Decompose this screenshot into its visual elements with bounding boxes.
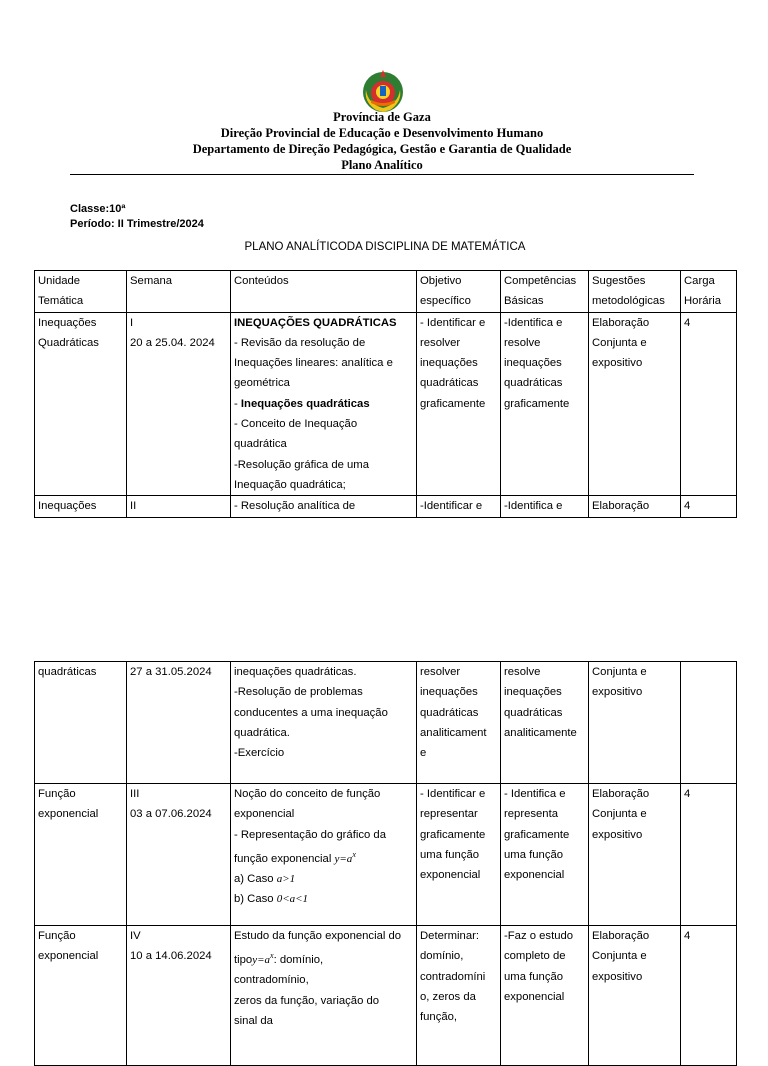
cell-unidade: Inequações Quadráticas: [35, 312, 127, 496]
cell-carga: 4: [681, 926, 737, 1066]
meta-classe: Classe:10ª: [70, 203, 126, 215]
cell-unidade: quadráticas: [35, 662, 127, 784]
cell-conteudos: - Resolução analítica de: [231, 496, 417, 517]
cell-carga: 4: [681, 496, 737, 517]
cell-competencias: -Faz o estudo completo de uma função exponencial: [501, 926, 589, 1066]
header-objetivo: Objetivo específico: [417, 271, 501, 313]
cell-carga: [681, 662, 737, 784]
plan-table-part2: [34, 661, 737, 1066]
coat-of-arms-icon: [358, 68, 408, 114]
header-sugestoes: Sugestões metodológicas: [589, 271, 681, 313]
cell-conteudos: Noção do conceito de função exponencial - Representação do gráfico da função exponencial $y=a^x$ a) Caso a>1 b) Caso 0<a<1: [231, 784, 417, 926]
cell-semana: IV 10 a 14.06.2024: [127, 926, 231, 1066]
cell-sugestoes: Conjunta e expositivo: [589, 662, 681, 784]
cell-carga: 4: [681, 784, 737, 926]
cell-carga: 4: [681, 312, 737, 496]
header-divider: [70, 174, 694, 175]
cell-objetivo: Determinar: domínio, contradomíni o, zeros da função,: [417, 926, 501, 1066]
cell-sugestoes: Elaboração Conjunta e expositivo: [589, 784, 681, 926]
cell-unidade: Função exponencial: [35, 926, 127, 1066]
table-row: [35, 662, 737, 784]
cell-objetivo: -Identificar e: [417, 496, 501, 517]
table-row: [35, 496, 737, 517]
cell-unidade: Inequações: [35, 496, 127, 517]
cell-competencias: -Identifica e resolve inequações quadráticas graficamente: [501, 312, 589, 496]
cell-competencias: - Identifica e representa graficamente uma função exponencial: [501, 784, 589, 926]
header-semana: Semana: [127, 271, 231, 313]
table-header-row: [35, 271, 737, 313]
cell-sugestoes: Elaboração Conjunta e expositivo: [589, 926, 681, 1066]
cell-semana: II: [127, 496, 231, 517]
cell-sugestoes: Elaboração: [589, 496, 681, 517]
cell-semana: III 03 a 07.06.2024: [127, 784, 231, 926]
header-directorate: Direção Provincial de Educação e Desenvolvimento Humano: [220, 126, 544, 140]
cell-competencias: resolve inequações quadráticas analiticamente: [501, 662, 589, 784]
document-title: PLANO ANALÍTICODA DISCIPLINA DE MATEMÁTICA: [244, 241, 526, 253]
cell-sugestoes: Elaboração Conjunta e expositivo: [589, 312, 681, 496]
header-department: Departamento de Direção Pedagógica, Gestão e Garantia de Qualidade: [192, 142, 572, 156]
cell-objetivo: - Identificar e resolver inequações quadráticas graficamente: [417, 312, 501, 496]
cell-objetivo: resolver inequações quadráticas analiticament e: [417, 662, 501, 784]
header-unidade: Unidade Temática: [35, 271, 127, 313]
plan-table-part1: [34, 270, 737, 518]
header-plan: Plano Analítico: [341, 158, 423, 172]
cell-semana: I 20 a 25.04. 2024: [127, 312, 231, 496]
cell-unidade: Função exponencial: [35, 784, 127, 926]
header-conteudos: Conteúdos: [231, 271, 417, 313]
meta-periodo: Período: II Trimestre/2024: [70, 218, 204, 230]
header-competencias: Competências Básicas: [501, 271, 589, 313]
table-row: [35, 784, 737, 926]
cell-objetivo: - Identificar e representar graficamente uma função exponencial: [417, 784, 501, 926]
cell-conteudos: INEQUAÇÕES QUADRÁTICAS - Revisão da resolução de Inequações lineares: analítica e geométrica - Inequações quadráticas - Conceito de Inequação quadrática -Resolução gráfica de uma Inequação quadrática;: [231, 312, 417, 496]
cell-conteudos: Estudo da função exponencial do $tipoy=a^x$: domínio, contradomínio, zeros da função, variação do sinal da: [231, 926, 417, 1066]
table-row: [35, 312, 737, 496]
header-province: Província de Gaza: [333, 110, 431, 124]
cell-conteudos: inequações quadráticas. -Resolução de problemas conducentes a uma inequação quadrática. -Exercício: [231, 662, 417, 784]
header-carga: Carga Horária: [681, 271, 737, 313]
cell-competencias: -Identifica e: [501, 496, 589, 517]
cell-semana: 27 a 31.05.2024: [127, 662, 231, 784]
table-row: [35, 926, 737, 1066]
